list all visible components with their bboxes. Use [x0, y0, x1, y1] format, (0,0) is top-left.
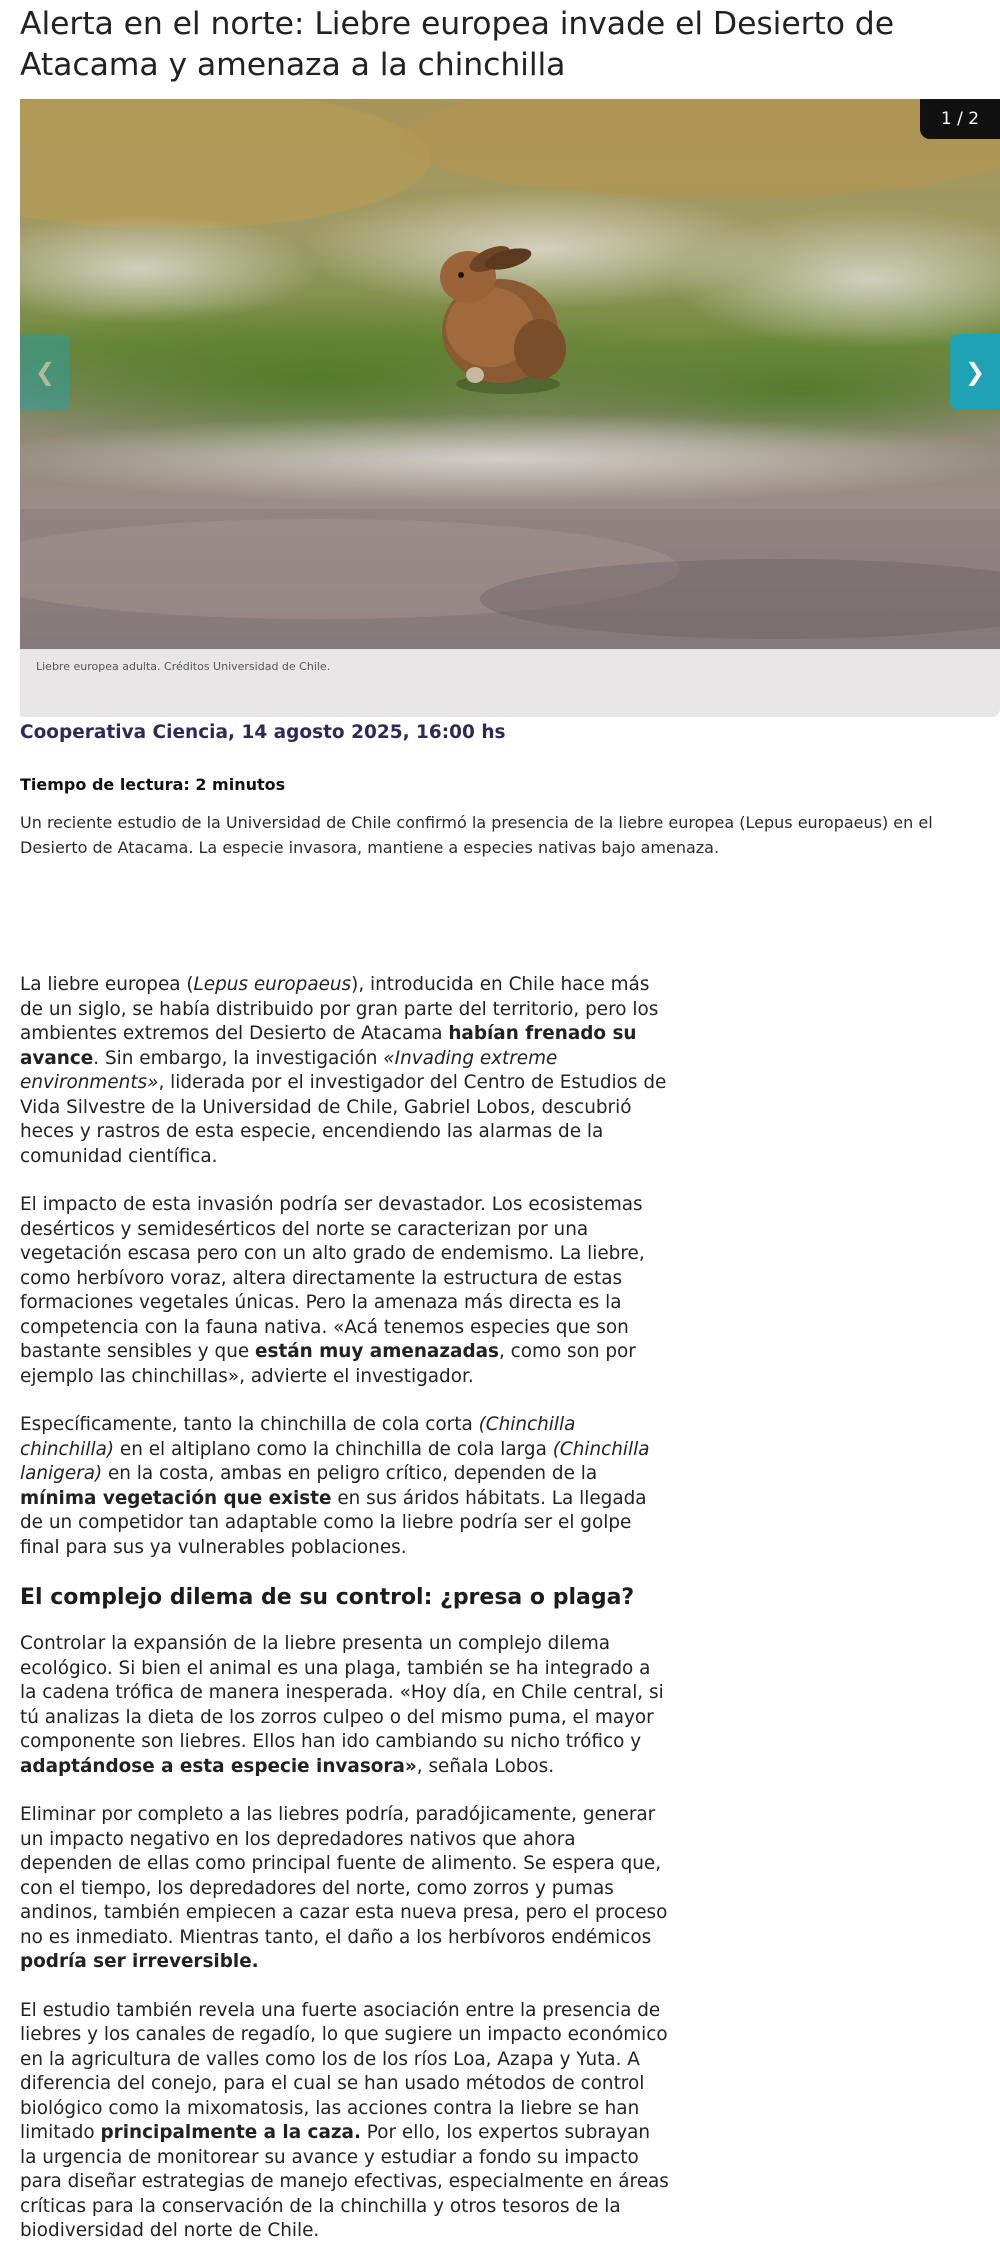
paragraph: El estudio también revela una fuerte asociación entre la presencia de liebres y los canales de regadío, lo que sugiere un impacto económico en la agricultura de valles como los de los ríos Loa, Azapa y Yuta. A diferencia del conejo, para el cual se han usado métodos de control biológico como la mixomatosis, las acciones contra la liebre se han limitado principalmente a la caza. Por ello, los expertos subrayan la urgencia de monitorear su avance y estudiar a fondo su impacto para diseñar estrategias de manejo efectivas, especialmente en áreas críticas para la conservación de la chinchilla y otros tesoros de la biodiversidad del norte de Chile. [20, 1999, 669, 2241]
chevron-left-icon: ❮ [34, 358, 56, 386]
reading-time: Tiempo de lectura: 2 minutos [20, 775, 286, 794]
article-body [20, 973, 670, 2268]
chevron-right-icon: ❯ [964, 358, 986, 386]
page-title: Alerta en el norte: Liebre europea invade el Desierto de Atacama y amenaza a la chinchilla [20, 6, 894, 83]
hare-photo-illustration [20, 99, 1000, 649]
source-date: Cooperativa Ciencia, 14 agosto 2025, 16:00 hs [20, 722, 506, 743]
paragraph: El impacto de esta invasión podría ser devastador. Los ecosistemas desérticos y semidesérticos del norte se caracterizan por una vegetación escasa pero con un alto grado de endemismo. La liebre, como herbívoro voraz, altera directamente la estructura de estas formaciones vegetales únicas. Pero la amenaza más directa es la competencia con la fauna nativa. «Acá tenemos especies que son bastante sensibles y que están muy amenazadas, como son por ejemplo las chinchillas», advierte el investigador. [20, 1194, 645, 1387]
next-image-button[interactable] [950, 334, 1000, 410]
article-summary: Un reciente estudio de la Universidad de Chile confirmó la presencia de la liebre europea (Lepus europaeus) en el Desierto de Atacama. La especie invasora, mantiene a especies nativas bajo amenaza. [20, 813, 933, 857]
paragraph: Eliminar por completo a las liebres podría, paradójicamente, generar un impacto negativo en los depredadores nativos que ahora dependen de ellas como principal fuente de alimento. Se espera que, con el tiempo, los depredadores del norte, como zorros y pumas andinos, también empiecen a cazar esta nueva presa, pero el proceso no es inmediato. Mientras tanto, el daño a los herbívoros endémicos podría ser irreversible. [20, 1804, 668, 1972]
image-counter: 1 / 2 [920, 99, 1000, 139]
section-heading: El complejo dilema de su control: ¿presa o plaga? [20, 1585, 635, 1610]
hare-photo [20, 99, 1000, 649]
paragraph: La liebre europea (Lepus europaeus), introducida en Chile hace más de un siglo, se había distribuido por gran parte del territorio, pero los ambientes extremos del Desierto de Atacama habían frenado su avance. Sin embargo, la investigación «Invading extreme environments», liderada por el investigador del Centro de Estudios de Vida Silvestre de la Universidad de Chile, Gabriel Lobos, descubrió heces y rastros de esta especie, encendiendo las alarmas de la comunidad científica. [20, 974, 667, 1167]
previous-image-button[interactable] [20, 334, 70, 410]
paragraph: Específicamente, tanto la chinchilla de cola corta (Chinchilla chinchilla) en el altiplano como la chinchilla de cola larga (Chinchilla lanigera) en la costa, ambas en peligro crítico, dependen de la mínima vegetación que existe en sus áridos hábitats. La llegada de un competidor tan adaptable como la liebre podría ser el golpe final para sus ya vulnerables poblaciones. [20, 1414, 650, 1558]
image-gallery [20, 99, 1000, 717]
paragraph: Controlar la expansión de la liebre presenta un complejo dilema ecológico. Si bien el animal es una plaga, también se ha integrado a la cadena trófica de manera inesperada. «Hoy día, en Chile central, si tú analizas la dieta de los zorros culpeo o del mismo puma, el mayor componente son liebres. Ellos han ido cambiando su nicho trófico y adaptándose a esta especie invasora», señala Lobos. [20, 1633, 664, 1777]
image-caption: Liebre europea adulta. Créditos Universidad de Chile. [36, 660, 331, 673]
